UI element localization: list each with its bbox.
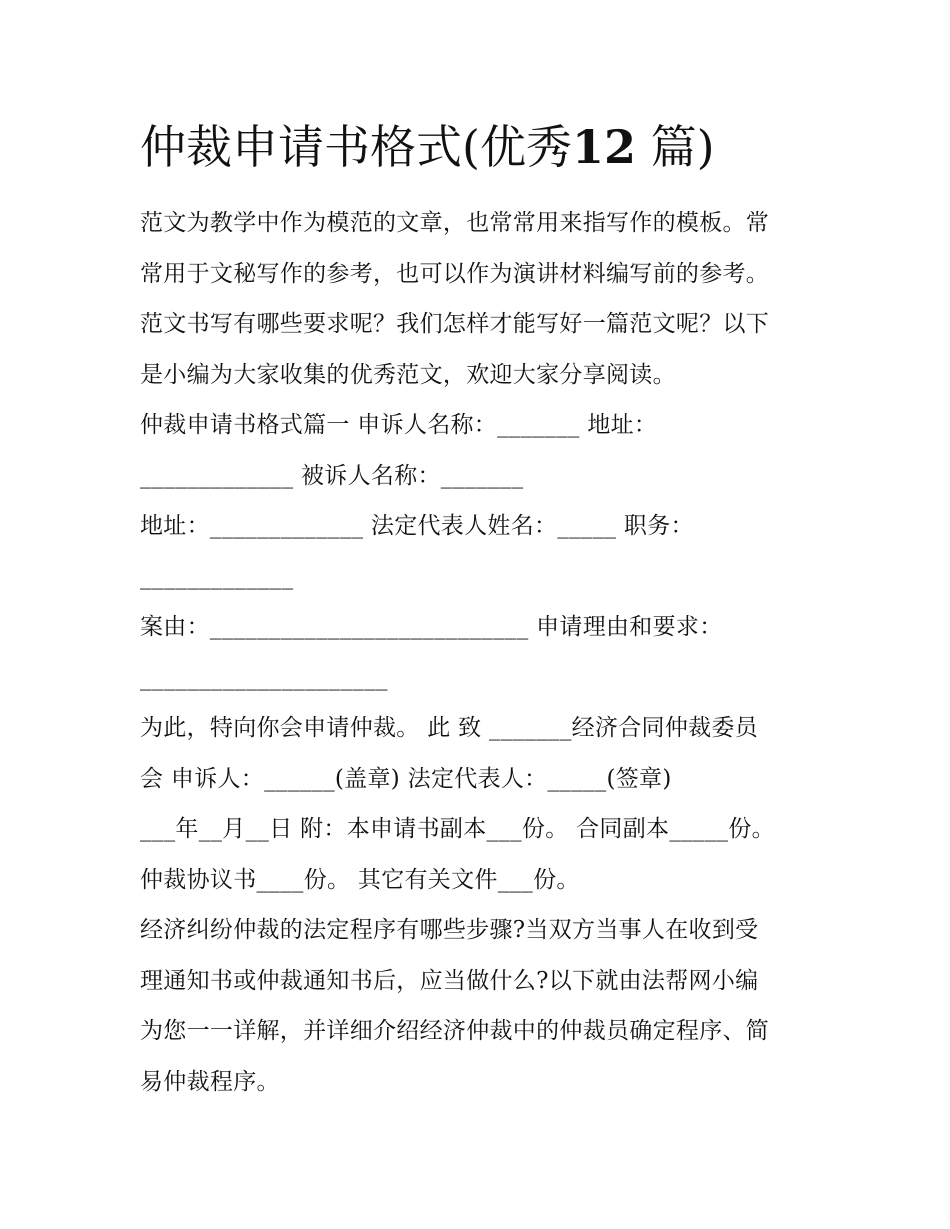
body-line: 案由：___________________________ 申请理由和要求：: [140, 614, 723, 640]
body-line: 会 申诉人：______(盖章) 法定代表人：_____(签章): [140, 765, 672, 792]
title-suffix: 篇): [635, 120, 715, 174]
body-line: 易仲裁程序。: [140, 1068, 280, 1095]
body-line: 地址：_____________ 法定代表人姓名：_____ 职务：: [140, 513, 694, 539]
body-line: _____________: [140, 563, 294, 590]
body-line: 理通知书或仲裁通知书后，应当做什么?以下就由法帮网小编: [140, 967, 759, 994]
body-line: _____________ 被诉人名称：_______: [140, 462, 524, 489]
body-line: 经济纠纷仲裁的法定程序有哪些步骤?当双方当事人在收到受: [140, 917, 759, 943]
body-line: 常用于文秘写作的参考，也可以作为演讲材料编写前的参考。: [140, 260, 770, 287]
title-number: 12: [571, 120, 636, 174]
body-line: 为此，特向你会申请仲裁。 此 致 _______经济合同仲裁委员: [140, 715, 759, 741]
body-line: 仲裁协议书____份。 其它有关文件___份。: [140, 866, 580, 893]
body-line: 仲裁申请书格式篇一 申诉人名称：_______ 地址：: [140, 412, 658, 438]
body-line: 范文为教学中作为模范的文章，也常常用来指写作的模板。常: [140, 210, 770, 236]
document-page: [140, 112, 820, 1107]
body-line: 为您一一详解，并详细介绍经济仲裁中的仲裁员确定程序、简: [140, 1018, 770, 1044]
document-title: [140, 112, 820, 182]
body-line: _____________________: [140, 664, 388, 691]
title-prefix: 仲裁申请书格式(优秀: [140, 120, 572, 174]
body-line: 范文书写有哪些要求呢？我们怎样才能写好一篇范文呢？以下: [140, 311, 770, 337]
body-line: 是小编为大家收集的优秀范文，欢迎大家分享阅读。: [140, 361, 676, 388]
body-line: ___年__月__日 附：本申请书副本___份。 合同副本_____份。: [140, 816, 775, 842]
